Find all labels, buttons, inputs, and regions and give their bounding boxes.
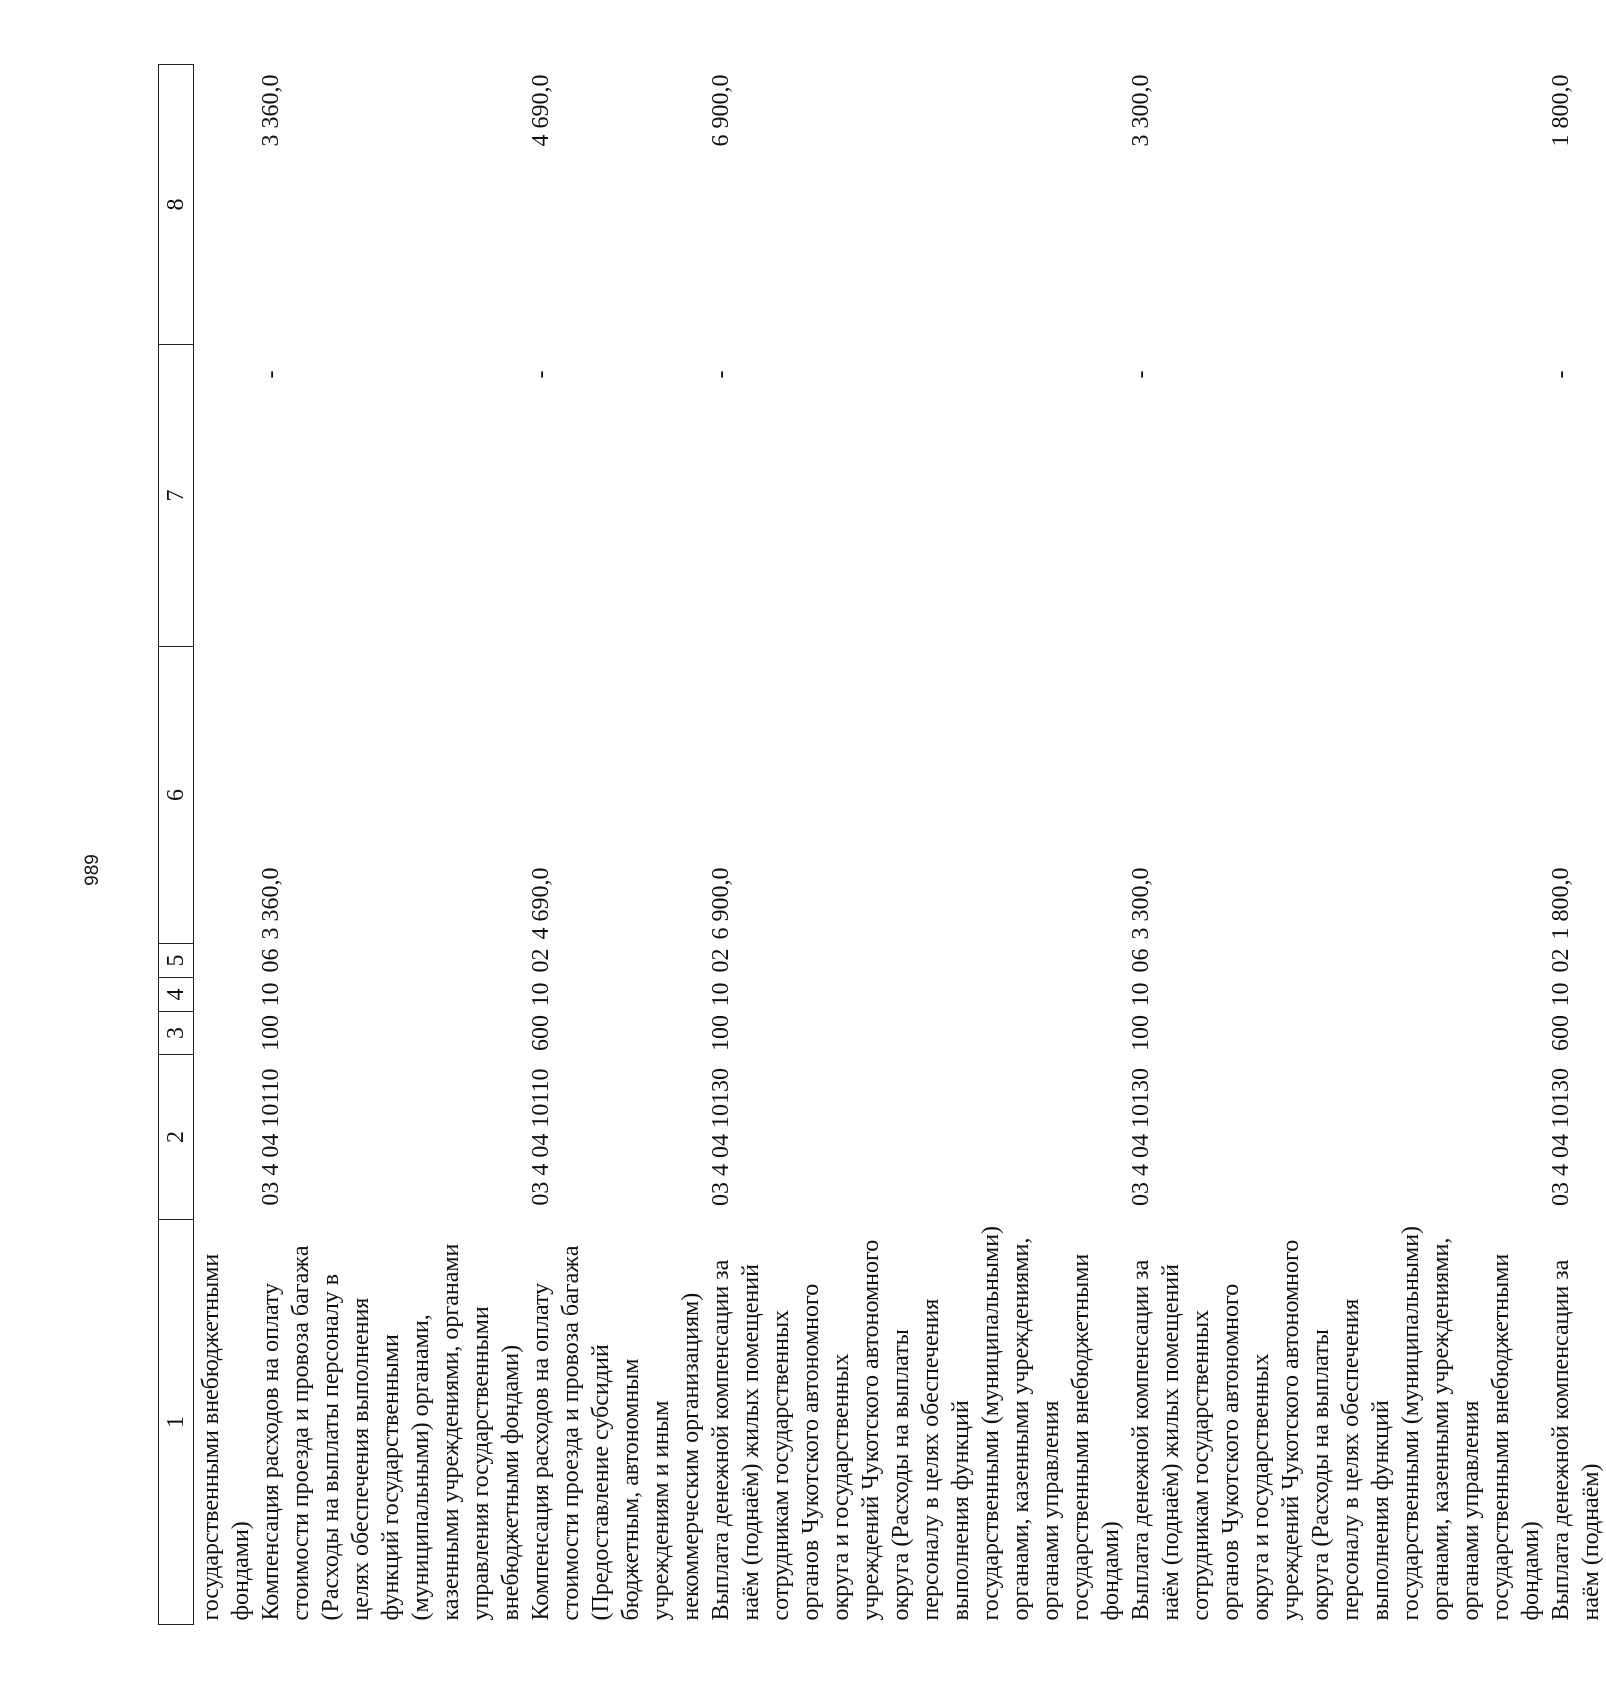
row-col-4: 10 <box>528 982 554 1007</box>
row-col-4 <box>194 978 257 1012</box>
row-col-6: 6 900,0 <box>708 867 734 940</box>
table-row <box>194 65 257 1625</box>
row-col-8: 3 360,0 <box>258 74 284 147</box>
header-col-5: 5 <box>159 944 194 978</box>
row-col-8: 1 800,0 <box>1548 74 1574 147</box>
row-code <box>194 1055 257 1220</box>
row-col-4: 10 <box>708 982 734 1007</box>
row-col-7: - <box>258 370 284 379</box>
row-col-4: 10 <box>1128 982 1154 1007</box>
row-col-5: 02 <box>708 948 734 973</box>
header-col-6: 6 <box>159 647 194 944</box>
row-col-6: 1 800,0 <box>1548 867 1574 940</box>
row-col-8: 6 900,0 <box>708 74 734 147</box>
table-row <box>706 65 1126 1625</box>
header-col-8: 8 <box>159 65 194 345</box>
row-col-6: 3 360,0 <box>258 867 284 940</box>
row-col-5: 06 <box>1128 948 1154 973</box>
header-col-4: 4 <box>159 978 194 1012</box>
row-col-7: - <box>528 370 554 379</box>
row-col-4: 10 <box>1548 982 1574 1007</box>
row-col-7: - <box>1548 370 1574 379</box>
row-col-8: 4 690,0 <box>528 74 554 147</box>
row-name: Компенсация расходов на оплату стоимости проезда и провоза багажа (Расходы на выплаты персоналу в целях обеспечения выполнения функций государственными (муниципальными) органами, казенными учреждениями, органами управления государственными внебюджетными фондами) <box>258 1243 524 1621</box>
row-col-5: 02 <box>528 948 554 973</box>
row-code: 03 4 04 10110 <box>528 1068 554 1206</box>
header-col-2: 2 <box>159 1055 194 1220</box>
table-row <box>526 65 706 1625</box>
page-number: 989 <box>82 854 103 886</box>
row-col-5: 06 <box>258 948 284 973</box>
row-col-3: 600 <box>1548 1015 1574 1051</box>
row-col-3: 100 <box>258 1015 284 1051</box>
header-col-3: 3 <box>159 1012 194 1055</box>
row-name: Компенсация расходов на оплату стоимости проезда и провоза багажа (Предоставление субсидий бюджетным, автономным учреждениям и иным некоммерческим организациям) <box>528 1245 704 1621</box>
row-name: Выплата денежной компенсации за наём (поднаём) жилых помещений сотрудникам государственных органов Чукотского автономного округа и государственных учреждений Чукотского автономного округа (Расходы на выплаты персоналу в целях обеспечения выполнения функций государственными (муниципальными) органами, казенными учреждениями, органами управления государственными внебюджетными фондами) <box>1128 1225 1544 1621</box>
row-code: 03 4 04 10130 <box>1128 1068 1154 1206</box>
row-code: 03 4 04 10130 <box>708 1068 734 1206</box>
header-col-7: 7 <box>159 345 194 647</box>
row-col-6: 4 690,0 <box>528 867 554 940</box>
row-col-8: 3 300,0 <box>1128 74 1154 147</box>
header-col-1: 1 <box>159 1220 194 1625</box>
row-col-6 <box>194 647 257 944</box>
row-col-5: 02 <box>1548 948 1574 973</box>
row-name: Выплата денежной компенсации за наём (поднаём) <box>1548 1259 1604 1621</box>
row-col-3: 100 <box>708 1015 734 1051</box>
row-col-7: - <box>708 370 734 379</box>
header-row <box>159 65 194 1625</box>
row-col-3: 600 <box>528 1015 554 1051</box>
row-col-4: 10 <box>258 982 284 1007</box>
row-code: 03 4 04 10110 <box>258 1068 284 1206</box>
row-name: государственными внебюджетными фондами) <box>198 1253 254 1621</box>
row-code: 03 4 04 10130 <box>1548 1068 1574 1206</box>
budget-table <box>158 64 1606 1625</box>
table-row <box>1126 65 1546 1625</box>
row-col-8 <box>194 65 257 345</box>
row-col-6: 3 300,0 <box>1128 867 1154 940</box>
row-col-5 <box>194 944 257 978</box>
table-row <box>1546 65 1606 1625</box>
row-name: Выплата денежной компенсации за наём (поднаём) жилых помещений сотрудникам государственных органов Чукотского автономного округа и государственных учреждений Чукотского автономного округа (Расходы на выплаты персоналу в целях обеспечения выполнения функций государственными (муниципальными) органами, казенными учреждениями, органами управления государственными внебюджетными фондами) <box>708 1225 1124 1621</box>
table-row <box>256 65 526 1625</box>
row-col-7: - <box>1128 370 1154 379</box>
row-col-7 <box>194 345 257 647</box>
row-col-3: 100 <box>1128 1015 1154 1051</box>
row-col-3 <box>194 1012 257 1055</box>
